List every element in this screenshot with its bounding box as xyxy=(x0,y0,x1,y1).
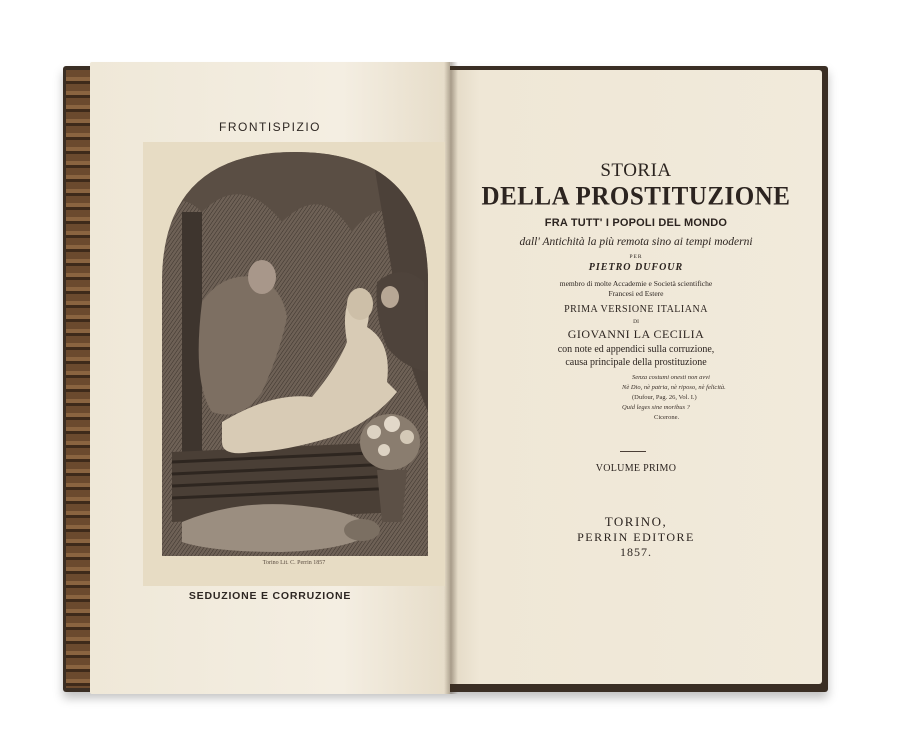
notes-line-1: con note ed appendici sulla corruzione, xyxy=(557,344,715,355)
epigraph-line-1: Senza costumi onesti non avvi xyxy=(632,374,710,381)
per-label: PER xyxy=(629,254,643,260)
epigraph-citation: (Dufour, Pag. 26, Vol. I.) xyxy=(632,394,697,401)
di-label: DI xyxy=(633,319,639,325)
title-line-1: STORIA xyxy=(600,160,672,181)
notes-line-2: causa principale della prostituzione xyxy=(565,357,707,368)
frontispiece-caption: SEDUZIONE E CORRUZIONE xyxy=(188,590,352,602)
author-name: PIETRO DUFOUR xyxy=(588,262,684,273)
old-woman-face xyxy=(381,286,399,308)
engraving-illustration xyxy=(162,152,428,556)
author-description-2: Francesi ed Estere xyxy=(608,289,664,298)
epigraph xyxy=(622,373,726,423)
man-head xyxy=(248,260,276,294)
plate-credit: Torino Lit. C. Perrin 1857 xyxy=(262,560,326,566)
epigraph-line-2: Nè Dio, nè patria, nè riposo, nè felicità. xyxy=(622,384,726,391)
translator-name: GIOVANNI LA CECILIA xyxy=(567,327,705,341)
main-title: DELLA PROSTITUZIONE xyxy=(481,182,791,211)
imprint-publisher: PERRIN EDITORE xyxy=(577,530,695,544)
subtitle-2: dall' Antichità la più remota sino ai tempi moderni xyxy=(519,236,753,248)
divider-rule xyxy=(620,451,646,452)
volume-label: VOLUME PRIMO xyxy=(595,463,677,474)
frontispiece-label: FRONTISPIZIO xyxy=(219,120,321,134)
edition-line: PRIMA VERSIONE ITALIANA xyxy=(564,304,708,315)
epigraph-attribution: Cicerone. xyxy=(654,414,680,421)
author-description-1: membro di molte Accademie e Società scientifiche xyxy=(559,279,713,288)
imprint-city: TORINO, xyxy=(604,514,668,529)
epigraph-line-4: Quid leges sine moribus ? xyxy=(622,404,690,411)
imprint-year: 1857. xyxy=(620,545,652,559)
woman-head xyxy=(347,288,373,320)
subtitle: FRA TUTT' I POPOLI DEL MONDO xyxy=(544,217,728,229)
